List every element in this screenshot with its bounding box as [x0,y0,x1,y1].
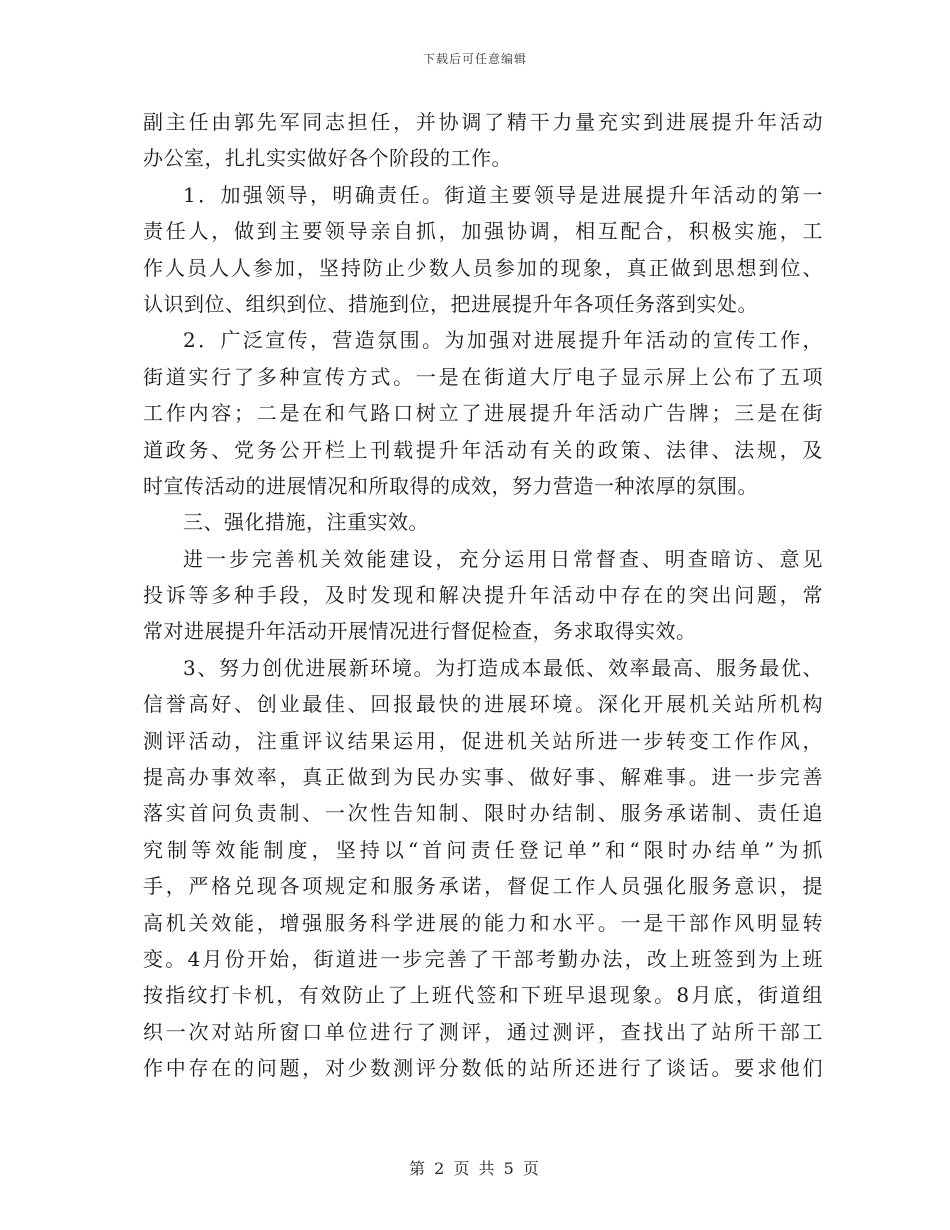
text-line: 作人员人人参加，坚持防止少数人员参加的现象，真正做到思想到位、 [143,255,823,280]
text-line: 2．广泛宣传，营造氛围。为加强对进展提升年活动的宣传工作， [183,328,823,353]
document-body [143,104,823,1087]
text-line: 究制等效能制度，坚持以“首问责任登记单”和“限时办结单”为抓 [143,837,823,862]
text-line: 落实首问负责制、一次性告知制、限时办结制、服务承诺制、责任追 [143,801,823,826]
text-line: 高机关效能，增强服务科学进展的能力和水平。一是干部作风明显转 [143,910,823,935]
text-line: 测评活动，注重评议结果运用，促进机关站所进一步转变工作作风， [143,728,823,753]
text-line: 织一次对站所窗口单位进行了测评，通过测评，查找出了站所干部工 [143,1019,823,1044]
text-line: 作中存在的问题，对少数测评分数低的站所还进行了谈话。要求他们 [143,1056,823,1081]
page-footer: 第 2 页 共 5 页 [409,1159,541,1178]
text-line: 手，严格兑现各项规定和服务承诺，督促工作人员强化服务意识，提 [143,874,823,899]
text-line: 街道实行了多种宣传方式。一是在街道大厅电子显示屏上公布了五项 [143,364,823,389]
text-line: 办公室，扎扎实实做好各个阶段的工作。 [143,146,512,171]
text-line: 3、努力创优进展新环境。为打造成本最低、效率最高、服务最优、 [183,655,823,680]
page-header: 下载后可任意编辑 [422,52,527,66]
text-line: 认识到位、组织到位、措施到位，把进展提升年各项任务落到实处。 [143,291,758,316]
text-line: 提高办事效率，真正做到为民办实事、做好事、解难事。进一步完善 [143,765,823,790]
text-line: 信誉高好、创业最佳、回报最快的进展环境。深化开展机关站所机构 [143,692,823,717]
text-line: 进一步完善机关效能建设，充分运用日常督查、明查暗访、意见 [183,546,823,571]
text-line: 副主任由郭先军同志担任，并协调了精干力量充实到进展提升年活动 [143,110,823,134]
text-line: 1．加强领导，明确责任。街道主要领导是进展提升年活动的第一 [183,182,823,207]
text-line: 投诉等多种手段，及时发现和解决提升年活动中存在的突出问题，常 [143,583,823,608]
text-line: 工作内容；二是在和气路口树立了进展提升年活动广告牌；三是在街 [143,401,823,426]
text-line: 按指纹打卡机，有效防止了上班代签和下班早退现象。8月底，街道组 [143,983,823,1008]
text-line: 三、强化措施，注重实效。 [183,510,429,535]
text-line: 责任人，做到主要领导亲自抓，加强协调，相互配合，积极实施，工 [143,219,823,244]
text-line: 时宣传活动的进展情况和所取得的成效，努力营造一种浓厚的氛围。 [143,473,758,498]
text-line: 变。4月份开始，街道进一步完善了干部考勤办法，改上班签到为上班 [143,946,823,971]
text-line: 常对进展提升年活动开展情况进行督促检查，务求取得实效。 [143,619,697,644]
text-line: 道政务、党务公开栏上刊载提升年活动有关的政策、法律、法规，及 [143,437,823,462]
